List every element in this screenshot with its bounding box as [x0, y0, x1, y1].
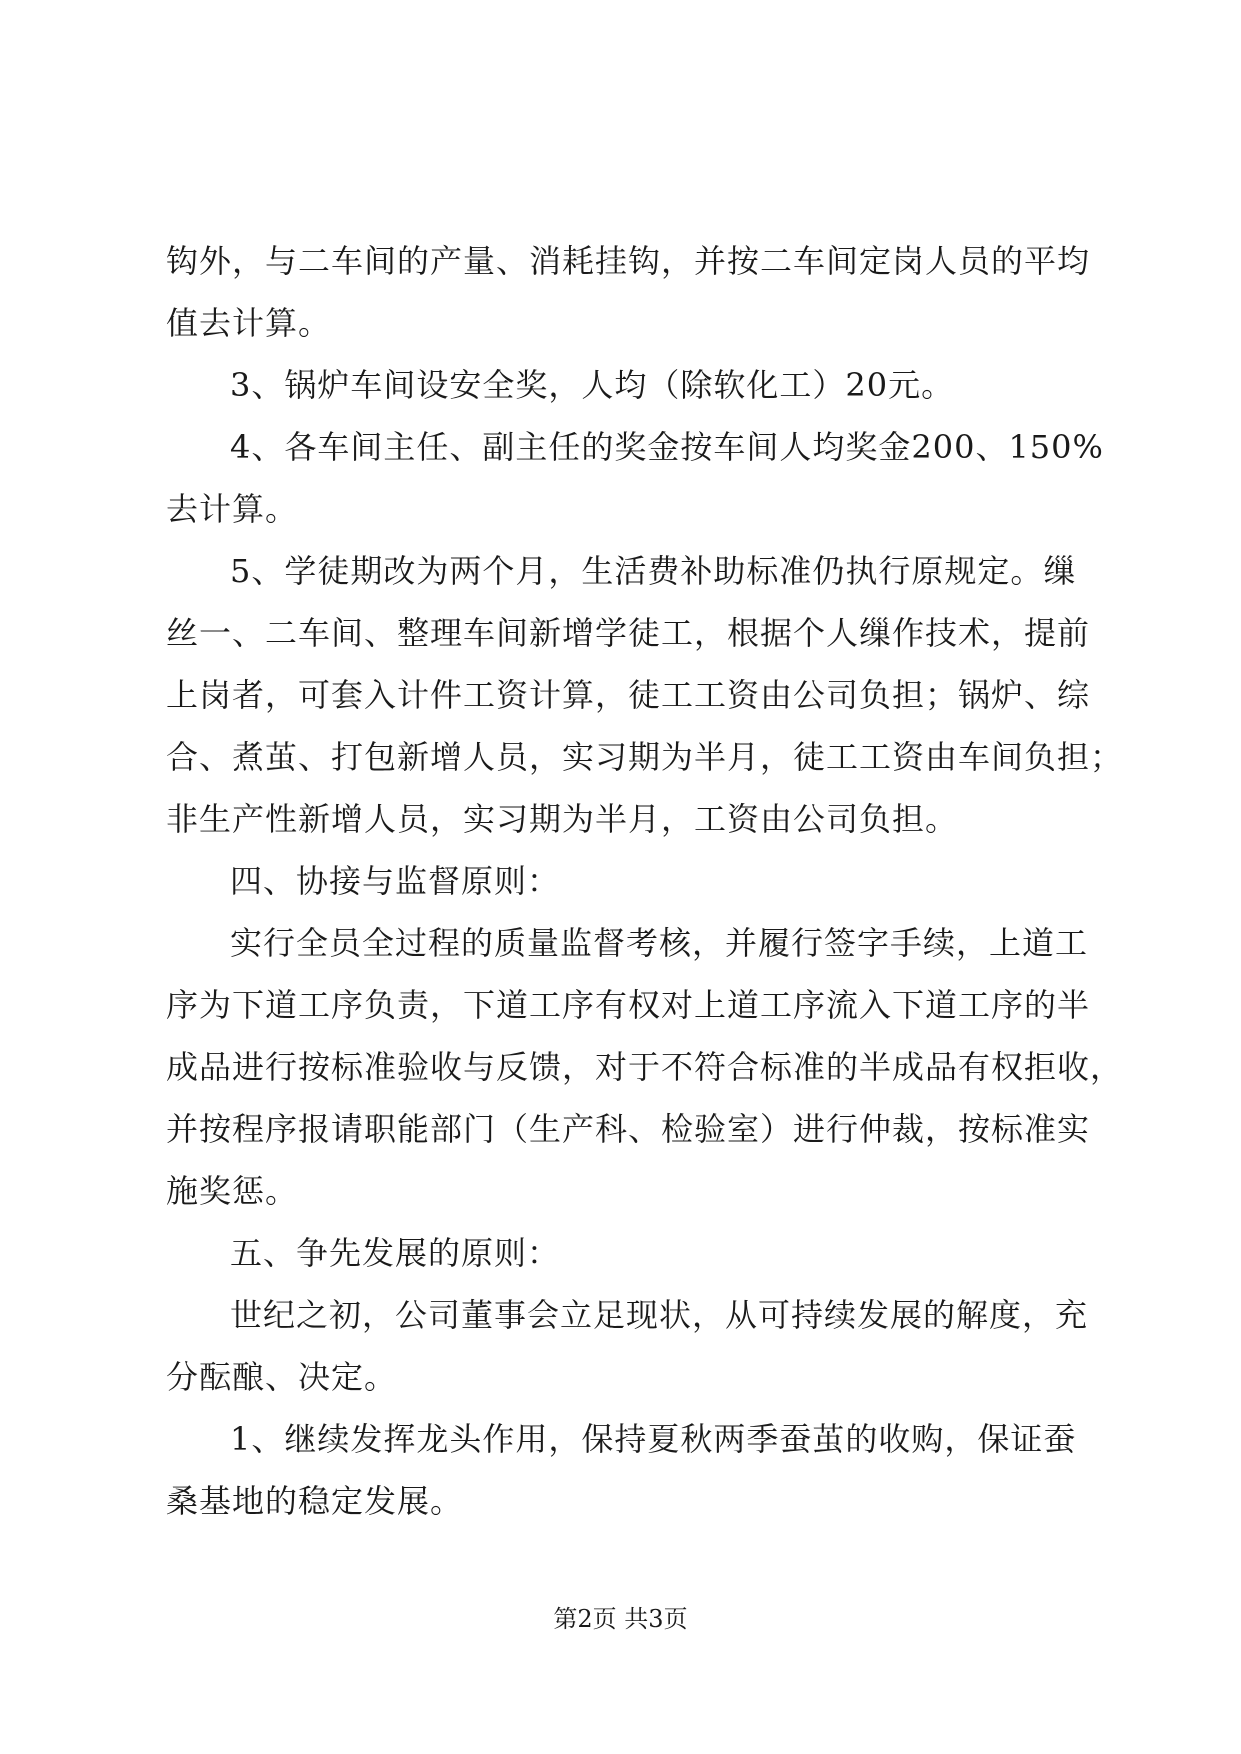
text-line: 成品进行按标准验收与反馈，对于不符合标准的半成品有权拒收， — [166, 1048, 1124, 1086]
text-line: 序为下道工序负责，下道工序有权对上道工序流入下道工序的半 — [166, 986, 1091, 1024]
text-line: 丝一、二车间、整理车间新增学徒工，根据个人缫作技术，提前 — [166, 614, 1091, 652]
text-line: 五、争先发展的原则： — [230, 1234, 561, 1272]
text-line: 上岗者，可套入计件工资计算，徒工工资由公司负担；锅炉、综 — [166, 676, 1091, 714]
text-line: 值去计算。 — [166, 304, 332, 342]
text-line: 非生产性新增人员，实习期为半月，工资由公司负担。 — [166, 800, 959, 838]
text-line: 施奖惩。 — [166, 1172, 299, 1210]
text-line: 并按程序报请职能部门（生产科、检验室）进行仲裁，按标准实 — [166, 1110, 1091, 1148]
text-line: 去计算。 — [166, 490, 299, 528]
text-line: 世纪之初，公司董事会立足现状，从可持续发展的解度，充 — [230, 1296, 1089, 1334]
document-body — [166, 230, 1124, 1532]
page-footer: 第2页 共3页 — [553, 1605, 688, 1633]
text-line: 1、继续发挥龙头作用，保持夏秋两季蚕茧的收购，保证蚕 — [230, 1420, 1077, 1458]
text-line: 3、锅炉车间设安全奖，人均（除软化工）20元。 — [230, 366, 955, 404]
text-line: 实行全员全过程的质量监督考核，并履行签字手续，上道工 — [230, 924, 1089, 962]
text-line: 钩外，与二车间的产量、消耗挂钩，并按二车间定岗人员的平均 — [166, 242, 1091, 280]
text-line: 合、煮茧、打包新增人员，实习期为半月，徒工工资由车间负担； — [166, 738, 1124, 776]
text-line: 4、各车间主任、副主任的奖金按车间人均奖金200、150% — [230, 428, 1104, 466]
text-line: 四、协接与监督原则： — [230, 862, 561, 900]
text-line: 分酝酿、决定。 — [166, 1358, 398, 1396]
text-line: 5、学徒期改为两个月，生活费补助标准仍执行原规定。缫 — [230, 552, 1077, 590]
text-line: 桑基地的稳定发展。 — [166, 1482, 464, 1520]
